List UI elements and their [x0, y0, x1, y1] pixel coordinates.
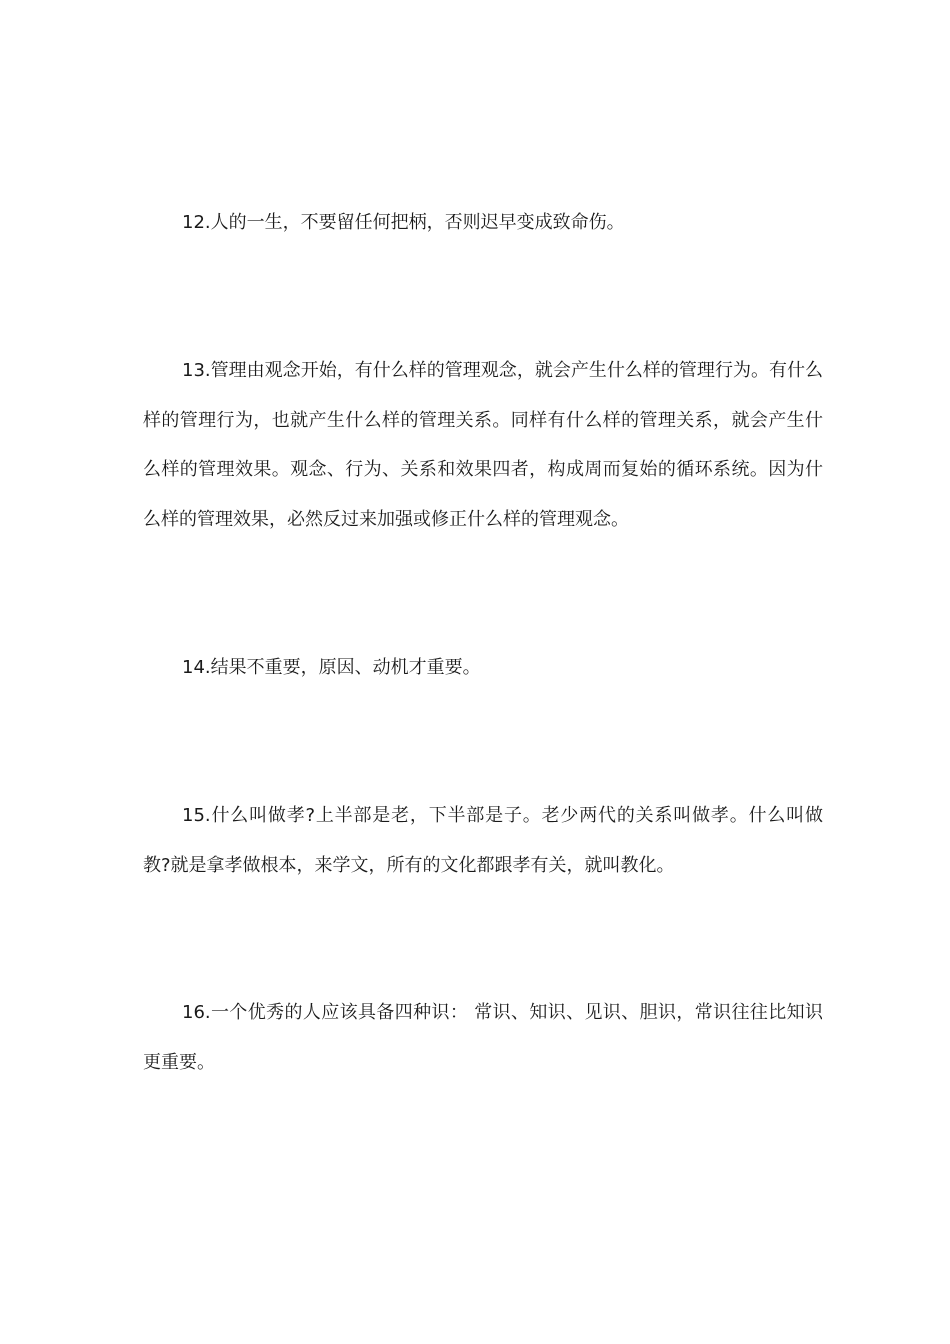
- paragraph-16: 16.一个优秀的人应该具备四种识： 常识、知识、见识、胆识，常识往往比知识更重要。: [143, 1002, 823, 1073]
- paragraph-15: 15.什么叫做孝?上半部是老，下半部是子。老少两代的关系叫做孝。什么叫做教?就是拿孝做根本，来学文，所有的文化都跟孝有关，就叫教化。: [143, 805, 823, 876]
- paragraph-12: 12.人的一生，不要留任何把柄，否则迟早变成致命伤。: [182, 212, 625, 233]
- paragraph-13: 13.管理由观念开始，有什么样的管理观念，就会产生什么样的管理行为。有什么样的管理行为，也就产生什么样的管理关系。同样有什么样的管理关系，就会产生什么样的管理效果。观念、行为、关系和效果四者，构成周而复始的循环系统。因为什么样的管理效果，必然反过来加强或修正什么样的管理观念。: [143, 360, 823, 530]
- paragraph-14: 14.结果不重要，原因、动机才重要。: [182, 657, 481, 678]
